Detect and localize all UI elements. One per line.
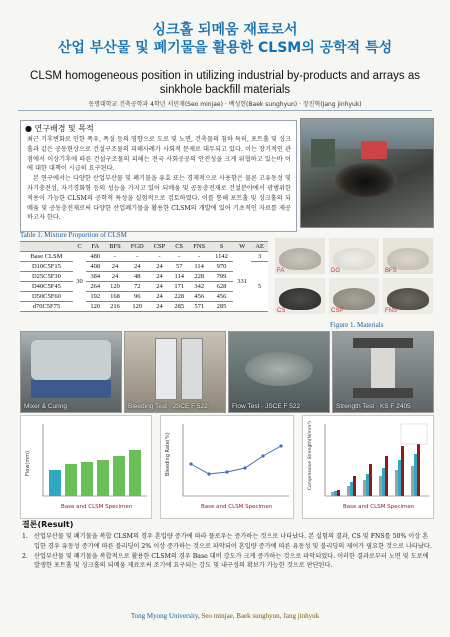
flow-photo — [228, 331, 330, 413]
sinkhole-shape — [335, 163, 397, 197]
table-cell: - — [126, 252, 149, 262]
flow-ylabel: Flow(mm) — [25, 450, 31, 476]
table-cell: 30 — [73, 252, 86, 312]
table-cell: D40C5F45 — [20, 282, 73, 292]
material-csp — [329, 278, 379, 314]
mixer-photo — [20, 331, 122, 413]
table-cell: D50C5F60 — [20, 292, 73, 302]
table-cell: 24 — [104, 262, 125, 272]
table-cell: 171 — [170, 282, 188, 292]
table-row — [20, 252, 268, 262]
table-cell: D10C5F15 — [20, 262, 73, 272]
table-row — [20, 262, 268, 272]
table-cell: - — [170, 252, 188, 262]
table-row — [20, 302, 268, 312]
intro-body — [27, 135, 291, 223]
mix-proportion-table — [20, 241, 268, 312]
flow-xlabel: Base and CLSM Specimen — [61, 504, 133, 510]
table-cell: Base CLSM — [20, 252, 73, 262]
vehicle-shape — [361, 141, 387, 159]
table-cell: - — [149, 252, 170, 262]
result-item-2 — [22, 552, 432, 572]
material-fns — [383, 278, 433, 314]
intro-paragraph-1: 최근 기후변화로 인한 폭우, 폭설 등의 영향으로 도로 및 노면, 건축물의 침하 특히, 포트홀 및 싱크홀과 같은 공동현상으로 건설구조물의 피해사례가 사회적 문제로 대두되고 있다. 이는 장기적인 관점에서 이상기후에 따른 건설구조물의 피해는 전국 사회공공의 안전성을 크게 위협하고 있는바 이에 대한 대책이 시급히 요구된다. — [27, 136, 291, 173]
strength-legend — [401, 424, 427, 444]
flow-bar — [129, 450, 141, 496]
table-cell: 120 — [104, 282, 125, 292]
table-cell: D25C5F30 — [20, 272, 73, 282]
table-cell: 5 — [251, 262, 268, 312]
strength-xlabel: Base and CLSM Specimen — [343, 504, 415, 510]
table-header-row — [20, 242, 268, 252]
table-cell: 24 — [104, 272, 125, 282]
table-cell: 456 — [210, 292, 233, 302]
footer-names: Seo minjae, Baek sunghyun, Jang jinhyuk — [201, 612, 320, 620]
result-heading: 결론(Result) — [22, 520, 74, 529]
table-cell: 96 — [126, 292, 149, 302]
strength-chart — [302, 415, 434, 519]
poster-title-english — [10, 69, 440, 97]
bleeding-chart — [160, 415, 294, 519]
material-label: FA — [277, 268, 285, 274]
authors: 동명대학교 건축공학과 4학년 서민재(Seo minjae) · 백성헌(Baek sunghyun) · 장진혁(Jang jinhyuk) — [88, 101, 362, 108]
table-cell: 24 — [149, 262, 170, 272]
flow-bar — [113, 456, 125, 496]
material-bfs — [383, 238, 433, 274]
table-header-cell: FGD — [126, 242, 149, 252]
strength-bars — [331, 436, 420, 496]
table-cell: 342 — [188, 282, 210, 292]
result-number: 1. — [22, 533, 28, 540]
table-cell: 48 — [126, 272, 149, 282]
flow-bar — [65, 464, 77, 496]
material-dg — [329, 238, 379, 274]
flow-bar — [97, 460, 109, 496]
bleeding-xlabel: Base and CLSM Specimen — [201, 504, 273, 510]
table-header-cell: AE — [251, 242, 268, 252]
table-cell: 285 — [210, 302, 233, 312]
result-text-2: 산업부산물 및 폐기물을 복합적으로 활용한 CLSM의 경우 Base 대비 강도가 크게 증가하는 것으로 파악되었다. 이러한 결과로부터 노면 및 도로에 발생한 포트홀 및 싱크홀의 되메움 재료로써 조기에 요구되는 강도 및 내구성의 확보가 가능한 것으로 판단된다. — [34, 552, 429, 570]
table-header-cell: W — [233, 242, 251, 252]
table-cell: 24 — [149, 272, 170, 282]
table-row — [20, 282, 268, 292]
material-label: BFS — [385, 268, 397, 274]
table-header-cell: S — [210, 242, 233, 252]
flow-label: Flow Test · JSCE F 522 — [232, 403, 301, 410]
table-cell: 480 — [86, 252, 104, 262]
flow-bar — [49, 470, 61, 496]
table-cell: 571 — [188, 302, 210, 312]
flow-chart — [20, 415, 152, 519]
footer — [0, 612, 450, 620]
english-title-line-2: sinkhole backfill materials — [159, 84, 291, 96]
material-label: CSP — [331, 308, 344, 314]
table-body — [20, 252, 268, 312]
table-header-cell — [20, 242, 73, 252]
table-header-cell: CS — [170, 242, 188, 252]
flow-bar — [81, 462, 93, 496]
table-header-cell: BFS — [104, 242, 125, 252]
table-cell: 228 — [188, 272, 210, 282]
table-header-cell: C — [73, 242, 86, 252]
strength-label: Strength Test · KS F 2405 — [336, 403, 411, 410]
table-cell: 114 — [170, 272, 188, 282]
table-cell: 24 — [149, 292, 170, 302]
material-label: CS — [277, 308, 286, 314]
materials-caption: Figure 1. Materials — [330, 321, 384, 329]
table-cell: 120 — [86, 302, 104, 312]
strength-photo — [332, 331, 434, 413]
bullet-icon: ● — [25, 124, 32, 133]
result-number: 2. — [22, 552, 28, 560]
table-cell: 72 — [126, 282, 149, 292]
test-photos — [20, 331, 432, 411]
table-cell: 331 — [233, 252, 251, 312]
material-label: FNS — [385, 308, 397, 314]
table-cell: 24 — [149, 302, 170, 312]
table-cell: - — [104, 252, 125, 262]
table-cell: 799 — [210, 272, 233, 282]
footer-university: Tong Myong University, — [130, 612, 200, 620]
table-cell: 228 — [170, 292, 188, 302]
strength-ylabel: Compressive Strength(N/mm²) — [308, 421, 313, 490]
intro-paragraph-2: 본 연구에서는 다양한 산업부산물 및 폐기물을 유효 또는 경제적으로 사용함은 물론 고유동성 및 자기충전성, 자기경화형 등의 성능을 가지고 있어 되메움 및 공동충전재로 건설분야에서 광범위한 적용이 가능한 CLSM의 공학적 특성을 실험적으로 검토하였다. 이를 통해 포트홀 및 싱크홀의 되메움 및 공동충전재로써 다양한 산업폐기물을 활용한 CLSM의 개발에 있어 기초적인 자료를 제공하고자 한다. — [27, 175, 291, 222]
table-cell: 216 — [104, 302, 125, 312]
intro-box — [20, 120, 297, 232]
bush-shape — [311, 139, 335, 167]
table-cell: 285 — [170, 302, 188, 312]
bleeding-label: Bleeding Test · JSCE F 522 — [128, 403, 208, 410]
result-text-1: 산업부산물 및 폐기물을 복합 CLSM의 경우 혼입량 증가에 따라 플로우는 증가하는 것으로 나타났다. 본 실험의 결과, CS 및 FNS를 50% 이상 혼입한 경우 유동성 증가에 따른 블리딩이 2% 이상 증가하는 것으로 파악되어 혼입량 증가에 따른 유동성 및 블리딩의 제어가 필요한 것으로 나타났다. — [34, 533, 432, 550]
table-cell: 384 — [86, 272, 104, 282]
poster-title-korean — [0, 22, 450, 56]
table-header-cell: CSP — [149, 242, 170, 252]
table-cell: 1142 — [210, 252, 233, 262]
table-cell: 114 — [188, 262, 210, 272]
bleeding-ylabel: Bleeding Rate(%) — [165, 432, 171, 476]
material-cs — [275, 278, 325, 314]
sinkhole-photo — [300, 118, 434, 228]
table-cell: 168 — [104, 292, 125, 302]
table-cell: 24 — [149, 282, 170, 292]
intro-heading — [25, 123, 94, 134]
table-cell: 408 — [86, 262, 104, 272]
table-cell: 970 — [210, 262, 233, 272]
divider — [18, 110, 432, 111]
strength-chart-svg — [303, 416, 433, 518]
table-cell: 628 — [210, 282, 233, 292]
table-cell: 192 — [86, 292, 104, 302]
title-line-1: 싱크홀 되메움 재료로서 — [152, 22, 298, 38]
flow-chart-svg — [21, 416, 151, 518]
table-cell: 120 — [126, 302, 149, 312]
table-caption: Table 1. Mixture Proportion of CLSM — [20, 231, 127, 239]
table-cell: 456 — [188, 292, 210, 302]
mixer-label: Mixer & Curing — [24, 403, 67, 410]
material-fa — [275, 238, 325, 274]
result-charts — [20, 415, 432, 517]
table-cell: d70C5F75 — [20, 302, 73, 312]
result-body — [22, 532, 432, 571]
materials-grid — [275, 238, 435, 320]
table-cell: 264 — [86, 282, 104, 292]
table-row — [20, 292, 268, 302]
bleeding-chart-svg — [161, 416, 293, 518]
table-header-cell: FA — [86, 242, 104, 252]
english-title-line-1: CLSM homogeneous position in utilizing industrial by-products and arrays as — [30, 70, 420, 82]
table-cell: - — [188, 252, 210, 262]
table-cell: 24 — [126, 262, 149, 272]
bleeding-line — [191, 446, 281, 474]
table-cell: 57 — [170, 262, 188, 272]
table-header-cell: FNS — [188, 242, 210, 252]
result-item-1 — [22, 532, 432, 552]
table-cell: 3 — [251, 252, 268, 262]
bleeding-photo — [124, 331, 226, 413]
table-row — [20, 272, 268, 282]
title-line-2: 산업 부산물 및 폐기물을 활용한 CLSM의 공학적 특성 — [57, 40, 393, 56]
intro-heading-text: 연구배경 및 목적 — [34, 124, 94, 133]
material-label: DG — [331, 268, 340, 274]
